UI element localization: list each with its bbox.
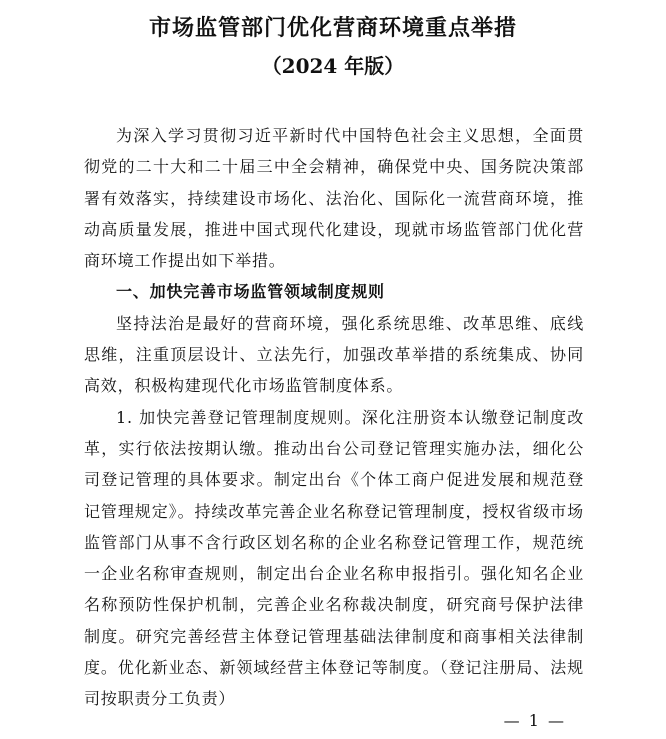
document-body xyxy=(84,120,584,715)
page-subtitle: （2024 年版） xyxy=(261,54,405,78)
item-1-paragraph: 1. 加快完善登记管理制度规则。深化注册资本认缴登记制度改革，实行依法按期认缴。推动出台公司登记管理实施办法，细化公司登记管理的具体要求。制定出台《个体工商户促进发展和规范登记管理规定》。持续改革完善企业名称登记管理制度，授权省级市场监管部门从事不含行政区划名称的企业名称登记管理工作，规范统一企业名称审查规则，制定出台企业名称申报指引。强化知名企业名称预防性保护机制，完善企业名称裁决制度，研究商号保护法律制度。研究完善经营主体登记管理基础法律制度和商事相关法律制度。优化新业态、新领域经营主体登记等制度。（登记注册局、法规司按职责分工负责） xyxy=(84,407,584,709)
section-1-paragraph: 坚持法治是最好的营商环境，强化系统思维、改革思维、底线思维，注重顶层设计、立法先行，加强改革举措的系统集成、协同高效，积极构建现代化市场监管制度体系。 xyxy=(84,313,584,396)
intro-paragraph: 为深入学习贯彻习近平新时代中国特色社会主义思想，全面贯彻党的二十大和二十届三中全会精神，确保党中央、国务院决策部署有效落实，持续建设市场化、法治化、国际化一流营商环境，推动高质量发展，推进中国式现代化建设，现就市场监管部门优化营商环境工作提出如下举措。 xyxy=(84,126,584,271)
section-1-heading: 一、加快完善市场监管领域制度规则 xyxy=(116,282,385,302)
page-title: 市场监管部门优化营商环境重点举措 xyxy=(148,15,517,41)
page-number: — 1 — xyxy=(503,711,566,730)
